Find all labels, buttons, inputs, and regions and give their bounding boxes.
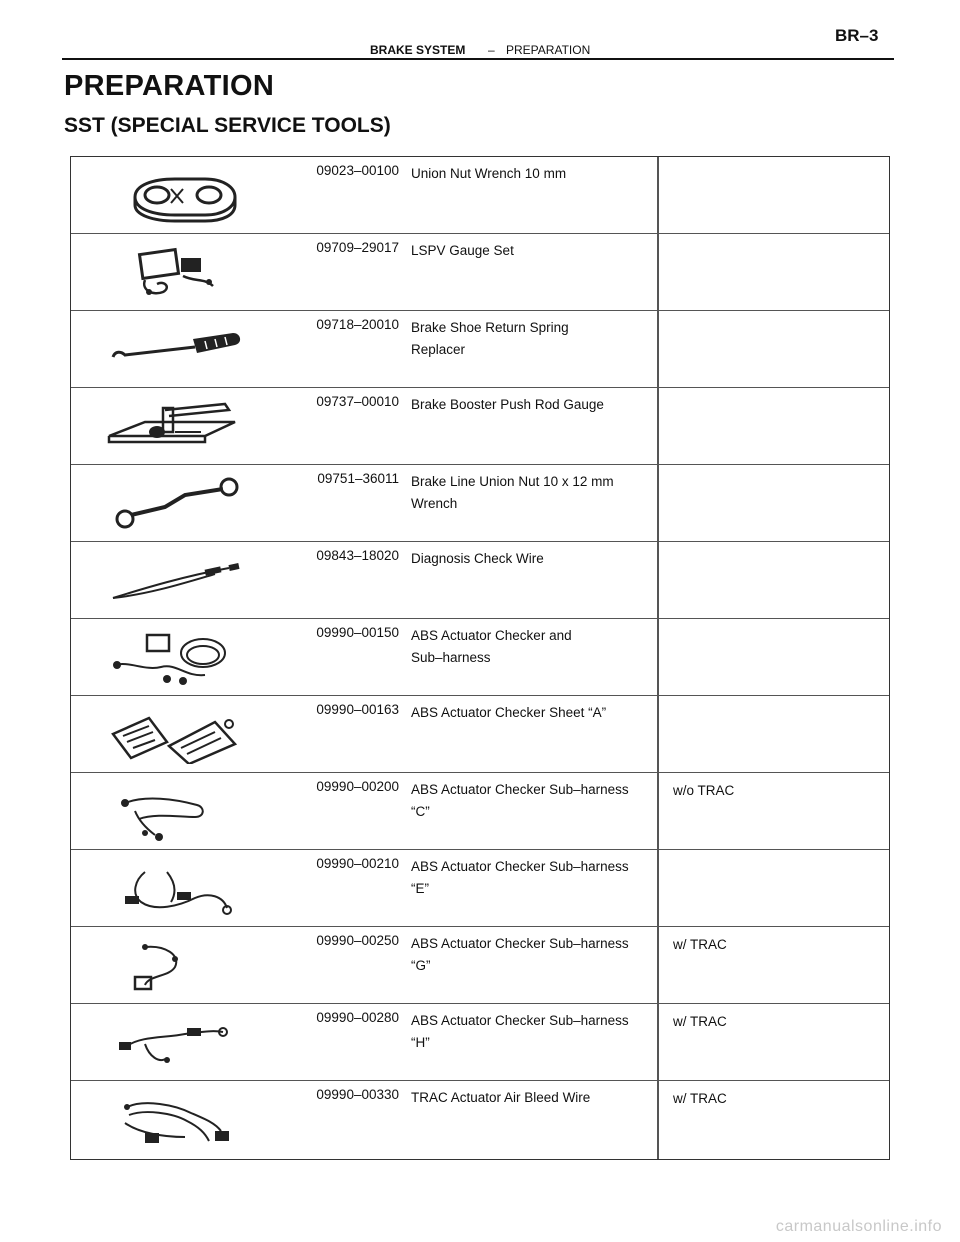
push-rod-gauge-icon: [105, 400, 245, 456]
running-head-section: PREPARATION: [506, 43, 591, 57]
column-divider: [657, 234, 659, 310]
tool-row: [71, 465, 889, 542]
column-divider: [657, 696, 659, 772]
column-divider: [657, 388, 659, 464]
tool-description: [411, 471, 651, 515]
column-divider: [657, 619, 659, 695]
applicability-note: w/ TRAC: [673, 1091, 727, 1106]
part-number: 09990–00200: [316, 779, 399, 794]
tool-row: [71, 696, 889, 773]
applicability-note: w/o TRAC: [673, 783, 735, 798]
description-line-1: ABS Actuator Checker Sub–harness: [411, 859, 629, 874]
gauge-set-icon: [105, 246, 245, 302]
sub-harness-h-icon: [105, 1016, 245, 1072]
part-number: 09990–00150: [316, 625, 399, 640]
line-wrench-icon: [105, 477, 245, 533]
running-head-separator: –: [488, 43, 495, 57]
part-number: 09023–00100: [316, 163, 399, 178]
tool-description: [411, 163, 651, 185]
check-wire-icon: [105, 554, 245, 610]
tool-description: [411, 548, 651, 570]
description-line-1: ABS Actuator Checker Sub–harness: [411, 782, 629, 797]
tool-description: [411, 779, 651, 823]
tool-description: [411, 933, 651, 977]
column-divider: [657, 465, 659, 541]
part-number: 09709–29017: [316, 240, 399, 255]
tool-description: [411, 702, 651, 724]
tool-row: [71, 619, 889, 696]
sub-harness-e-icon: [105, 862, 245, 918]
part-number: 09990–00250: [316, 933, 399, 948]
description-line-2: Wrench: [411, 496, 458, 511]
tool-description: [411, 1010, 651, 1054]
description-line-2: Sub–harness: [411, 650, 491, 665]
description-line-1: Diagnosis Check Wire: [411, 551, 544, 566]
section-subtitle: SST (SPECIAL SERVICE TOOLS): [64, 114, 391, 137]
description-line-2: “G”: [411, 958, 431, 973]
description-line-2: Replacer: [411, 342, 466, 357]
tool-row: [71, 1004, 889, 1081]
tool-row: [71, 234, 889, 311]
part-number: 09737–00010: [316, 394, 399, 409]
header-rule: [62, 58, 894, 60]
tool-row: [71, 850, 889, 927]
description-line-1: Brake Booster Push Rod Gauge: [411, 397, 604, 412]
applicability-note: w/ TRAC: [673, 1014, 727, 1029]
tool-description: [411, 317, 651, 361]
description-line-1: ABS Actuator Checker and: [411, 628, 572, 643]
watermark: carmanualsonline.info: [775, 1218, 942, 1235]
spring-replacer-icon: [105, 323, 245, 379]
description-line-1: LSPV Gauge Set: [411, 243, 514, 258]
column-divider: [657, 157, 659, 233]
part-number: 09990–00280: [316, 1010, 399, 1025]
tool-row: [71, 773, 889, 850]
column-divider: [657, 311, 659, 387]
tool-description: [411, 240, 651, 262]
tool-row: [71, 388, 889, 465]
description-line-1: ABS Actuator Checker Sub–harness: [411, 1013, 629, 1028]
tool-description: [411, 625, 651, 669]
tool-row: [71, 311, 889, 388]
description-line-2: “E”: [411, 881, 429, 896]
description-line-1: TRAC Actuator Air Bleed Wire: [411, 1090, 591, 1105]
part-number: 09990–00330: [316, 1087, 399, 1102]
sub-harness-g-icon: [105, 939, 245, 995]
air-bleed-wire-icon: [105, 1093, 245, 1149]
column-divider: [657, 850, 659, 926]
union-nut-wrench-icon: [105, 169, 245, 225]
tool-row: [71, 157, 889, 234]
description-line-1: ABS Actuator Checker Sheet “A”: [411, 705, 607, 720]
part-number: 09990–00210: [316, 856, 399, 871]
actuator-checker-icon: [105, 631, 245, 687]
column-divider: [657, 1004, 659, 1080]
part-number: 09843–18020: [316, 548, 399, 563]
column-divider: [657, 927, 659, 1003]
column-divider: [657, 773, 659, 849]
page-number: BR–3: [835, 26, 879, 45]
column-divider: [657, 1081, 659, 1159]
description-line-2: “C”: [411, 804, 430, 819]
description-line-2: “H”: [411, 1035, 430, 1050]
tool-row: [71, 927, 889, 1004]
column-divider: [657, 542, 659, 618]
tool-description: [411, 394, 651, 416]
description-line-1: Brake Line Union Nut 10 x 12 mm: [411, 474, 614, 489]
description-line-1: ABS Actuator Checker Sub–harness: [411, 936, 629, 951]
tool-row: [71, 542, 889, 619]
description-line-1: Brake Shoe Return Spring: [411, 320, 569, 335]
part-number: 09751–36011: [317, 471, 399, 486]
tool-description: [411, 1087, 651, 1109]
checker-sheet-icon: [105, 708, 245, 764]
page-title: PREPARATION: [64, 70, 275, 102]
sst-table: [70, 156, 890, 1160]
part-number: 09718–20010: [316, 317, 399, 332]
description-line-1: Union Nut Wrench 10 mm: [411, 166, 567, 181]
running-head-system: BRAKE SYSTEM: [370, 43, 466, 57]
sub-harness-c-icon: [105, 785, 245, 841]
tool-description: [411, 856, 651, 900]
tool-row: [71, 1081, 889, 1159]
part-number: 09990–00163: [316, 702, 399, 717]
applicability-note: w/ TRAC: [673, 937, 727, 952]
